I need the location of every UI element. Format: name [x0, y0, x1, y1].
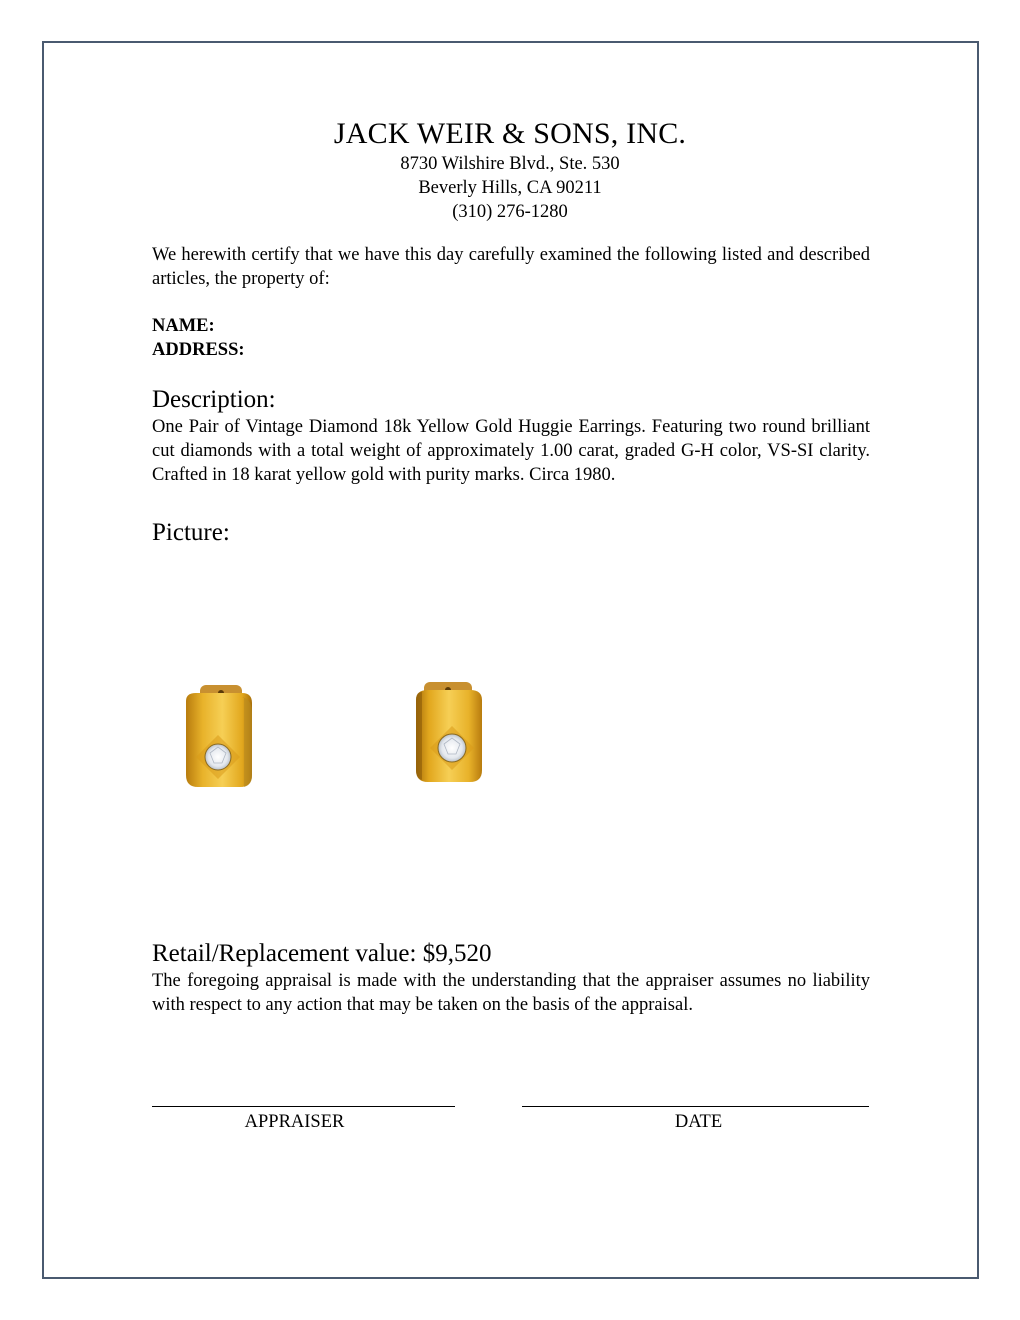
valuation-heading: Retail/Replacement value: $9,520: [152, 940, 492, 967]
earring-photo-left: [180, 683, 260, 793]
letterhead: [0, 116, 1020, 224]
phone-number: (310) 276-1280: [452, 202, 568, 222]
certification-text: We herewith certify that we have this day carefully examined the following listed and described articles, the property of:: [152, 245, 870, 289]
address-label: ADDRESS:: [152, 340, 245, 360]
page-border: [42, 41, 979, 1279]
company-name: JACK WEIR & SONS, INC.: [333, 117, 687, 150]
earring-photo-right: [410, 680, 490, 790]
date-label: DATE: [674, 1112, 723, 1132]
address-line-2: Beverly Hills, CA 90211: [418, 178, 602, 198]
name-label: NAME:: [152, 316, 215, 336]
disclaimer-text: The foregoing appraisal is made with the understanding that the appraiser assumes no liability with respect to any action that may be taken on the basis of the appraisal.: [152, 971, 870, 1015]
owner-fields: [152, 314, 870, 362]
date-signature-line: [522, 1106, 869, 1107]
address-line-1: 8730 Wilshire Blvd., Ste. 530: [400, 154, 620, 174]
picture-heading: Picture:: [152, 519, 230, 546]
description-heading: Description:: [152, 386, 276, 413]
appraiser-signature-line: [152, 1106, 455, 1107]
description-text: One Pair of Vintage Diamond 18k Yellow Gold Huggie Earrings. Featuring two round brilliant cut diamonds with a total weight of approximately 1.00 carat, graded G-H color, VS-SI clarity. Crafted in 18 karat yellow gold with purity marks. Circa 1980.: [152, 417, 870, 485]
appraiser-label: APPRAISER: [244, 1112, 345, 1132]
